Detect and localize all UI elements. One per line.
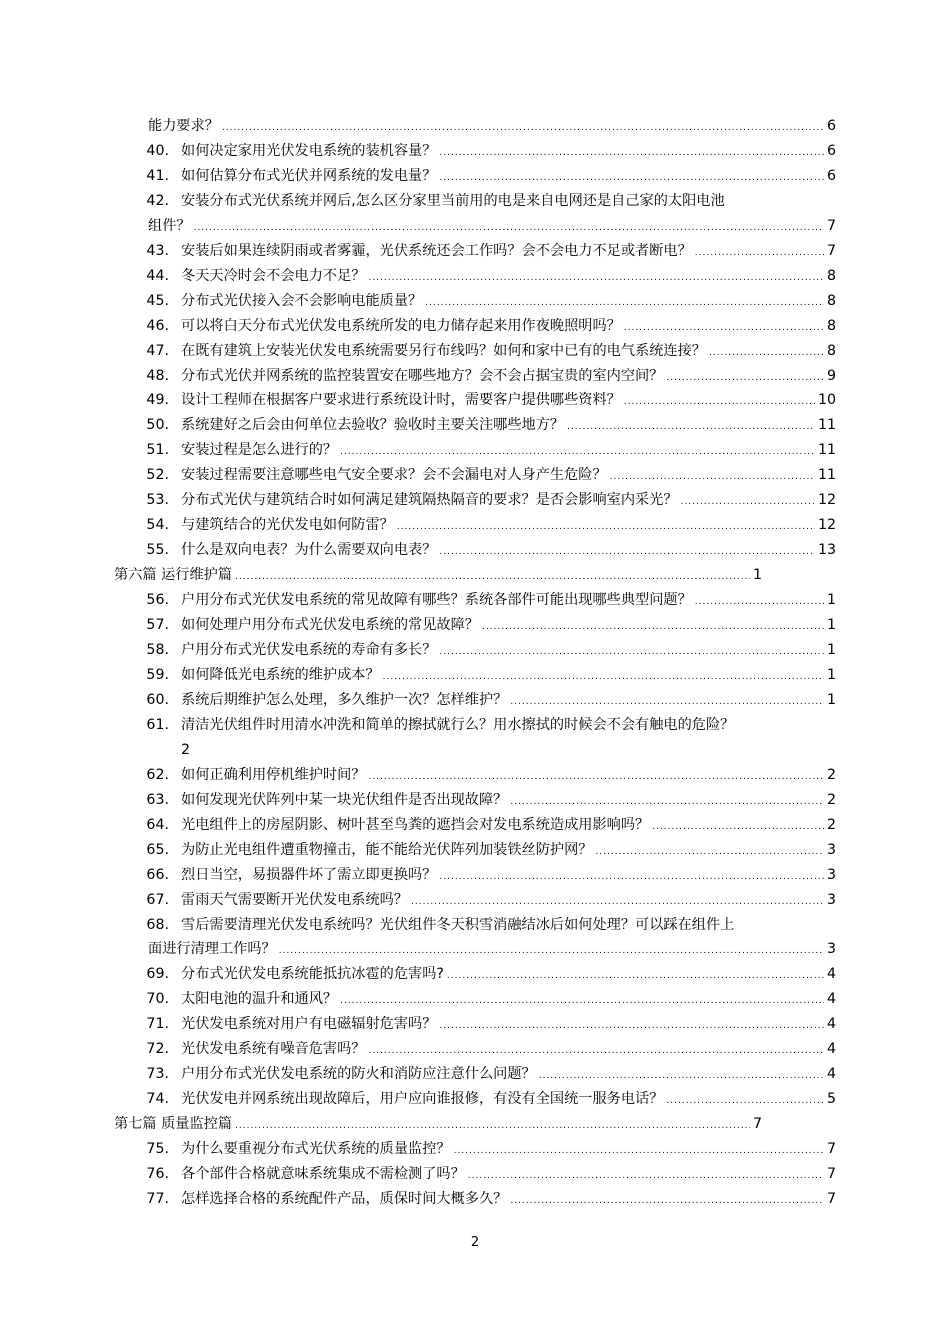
toc-entry-page: 11 — [817, 417, 836, 434]
toc-entry[interactable] — [0, 763, 950, 788]
toc-entry-number: 72. — [146, 1041, 169, 1058]
toc-dot-leader — [539, 1072, 824, 1081]
toc-dot-leader — [666, 1097, 824, 1106]
toc-dot-leader — [510, 698, 824, 707]
toc-dot-leader — [425, 299, 824, 308]
toc-entry-title: 如何处理户用分布式光伏发电系统的常见故障？ — [181, 617, 479, 634]
toc-entry[interactable] — [0, 513, 950, 538]
toc-dot-leader — [666, 374, 824, 383]
toc-entry-title: 怎样选择合格的系统配件产品，质保时间大概多久？ — [181, 1190, 508, 1207]
toc-entry-title: 系统建好之后会由何单位去验收？验收时主要关注哪些地方？ — [181, 417, 565, 434]
toc-entry-page: 1 — [826, 666, 836, 683]
toc-entry-page: 2 — [826, 816, 836, 833]
toc-entry-page: 7 — [826, 1166, 836, 1183]
toc-entry-page: 1 — [826, 592, 836, 609]
toc-entry-title: 第六篇 运行维护篇 — [114, 567, 233, 584]
toc-entry-page: 6 — [826, 118, 836, 134]
toc-entry-title: 户用分布式光伏发电系统的防火和消防应注意什么问题？ — [181, 1066, 536, 1083]
toc-dot-leader — [681, 498, 815, 507]
toc-entry[interactable] — [0, 463, 950, 488]
toc-part-heading[interactable] — [0, 1112, 950, 1137]
toc-entry-title: 分布式光伏与建筑结合时如何满足建筑隔热隔音的要求？是否会影响室内采光？ — [181, 492, 678, 509]
toc-entry[interactable] — [0, 1012, 950, 1037]
toc-dot-leader — [439, 873, 824, 882]
toc-entry-page: 10 — [817, 392, 836, 409]
toc-entry-number: 40. — [146, 142, 169, 159]
toc-entry-page: 6 — [826, 167, 836, 184]
toc-entry-page: 1 — [826, 617, 836, 634]
toc-entry-page: 7 — [826, 1141, 836, 1158]
toc-entry[interactable] — [0, 289, 950, 314]
toc-dot-leader — [624, 324, 824, 333]
toc-entry[interactable] — [0, 962, 950, 987]
toc-entry-number: 68. — [146, 916, 169, 933]
toc-dot-leader — [610, 473, 815, 482]
toc-entry-title: 设计工程师在根据客户要求进行系统设计时，需要客户提供哪些资料？ — [181, 392, 621, 409]
toc-dot-leader — [510, 1197, 824, 1206]
toc-dot-leader — [652, 823, 824, 832]
toc-entry[interactable] — [0, 788, 950, 813]
toc-entry-title: 太阳电池的温升和通风？ — [181, 991, 338, 1008]
toc-entry-page: 9 — [826, 367, 836, 384]
toc-entry[interactable] — [0, 364, 950, 389]
toc-entry-title: 分布式光伏接入会不会影响电能质量？ — [181, 292, 423, 309]
toc-entry-page: 4 — [826, 966, 836, 983]
toc-entry[interactable] — [0, 1187, 950, 1212]
toc-dot-leader — [397, 523, 815, 532]
toc-entry-page: 7 — [826, 217, 836, 234]
toc-dot-leader — [439, 648, 824, 657]
toc-dot-leader — [368, 773, 824, 782]
toc-entry-number: 42. — [146, 192, 169, 209]
toc-entry-title: 如何发现光伏阵列中某一块光伏组件是否出现故障？ — [181, 791, 508, 808]
toc-entry[interactable] — [0, 813, 950, 838]
toc-entry-page: 3 — [826, 866, 836, 883]
toc-entry[interactable] — [0, 538, 950, 563]
toc-entry-title: 如何决定家用光伏发电系统的装机容量？ — [181, 142, 437, 159]
toc-entry[interactable] — [0, 888, 950, 913]
toc-entry-page: 2 — [826, 791, 836, 808]
toc-dot-leader — [194, 224, 824, 233]
toc-entry[interactable] — [0, 613, 950, 638]
toc-dot-leader — [439, 149, 824, 158]
toc-entry[interactable] — [0, 1062, 950, 1087]
toc-entry[interactable] — [0, 713, 950, 738]
toc-entry-page: 2 — [826, 766, 836, 783]
toc-entry[interactable] — [0, 913, 950, 938]
toc-entry[interactable] — [0, 388, 950, 413]
toc-entry-title: 在既有建筑上安装光伏发电系统需要另行布线吗？如何和家中已有的电气系统连接？ — [181, 342, 706, 359]
toc-entry-page: 3 — [826, 841, 836, 858]
toc-entry-title: 光伏发电系统对用户有电磁辐射危害吗？ — [181, 1016, 437, 1033]
toc-entry[interactable] — [0, 638, 950, 663]
toc-dot-leader — [279, 947, 824, 956]
toc-entry-number: 43. — [146, 242, 169, 259]
toc-entry[interactable] — [0, 114, 950, 139]
toc-dot-leader — [447, 972, 824, 981]
toc-entry-page: 3 — [826, 941, 836, 958]
toc-entry[interactable] — [0, 264, 950, 289]
toc-entry-number: 52. — [146, 467, 169, 484]
toc-entry-number: 69. — [146, 966, 169, 983]
toc-dot-leader — [383, 673, 824, 682]
toc-entry-number: 55. — [146, 542, 169, 559]
toc-entry-page: 4 — [826, 991, 836, 1008]
toc-dot-leader — [235, 573, 750, 582]
toc-entry-title: 烈日当空，易损器件坏了需立即更换吗？ — [181, 866, 437, 883]
toc-entry-number: 66. — [146, 866, 169, 883]
toc-dot-leader — [595, 848, 824, 857]
toc-entry-title: 冬天天冷时会不会电力不足？ — [181, 267, 366, 284]
toc-dot-leader — [439, 548, 815, 557]
toc-entry-page: 13 — [817, 542, 836, 559]
toc-entry-number: 56. — [146, 592, 169, 609]
toc-entry-number: 61. — [146, 716, 169, 733]
toc-entry-page: 1 — [826, 642, 836, 659]
toc-entry[interactable] — [0, 1087, 950, 1112]
toc-entry[interactable] — [0, 863, 950, 888]
toc-entry[interactable] — [0, 239, 950, 264]
toc-entry[interactable] — [0, 738, 950, 763]
toc-entry-number: 44. — [146, 267, 169, 284]
toc-dot-leader — [695, 249, 824, 258]
toc-entry-page: 7 — [826, 242, 836, 259]
toc-dot-leader — [482, 623, 824, 632]
toc-entry-title: 各个部件合格就意味系统集成不需检测了吗？ — [181, 1166, 465, 1183]
toc-entry-title: 能力要求？ — [148, 118, 219, 134]
toc-dot-leader — [368, 1047, 824, 1056]
toc-entry-page: 1 — [826, 691, 836, 708]
toc-entry-page: 2 — [181, 741, 191, 758]
toc-entry-title: 为什么要重视分布式光伏系统的质量监控？ — [181, 1141, 451, 1158]
toc-dot-leader — [222, 124, 824, 133]
toc-entry[interactable] — [0, 987, 950, 1012]
toc-entry-title: 安装过程需要注意哪些电气安全要求？会不会漏电对人身产生危险？ — [181, 467, 607, 484]
toc-entry-title: 光伏发电并网系统出现故障后，用户应向谁报修，有没有全国统一服务电话？ — [181, 1091, 664, 1108]
toc-entry-page: 7 — [752, 1116, 762, 1133]
toc-entry-number: 67. — [146, 891, 169, 908]
toc-entry[interactable] — [0, 488, 950, 513]
toc-entry-title: 光伏发电系统有噪音危害吗？ — [181, 1041, 366, 1058]
toc-entry[interactable] — [0, 688, 950, 713]
toc-entry-title: 安装分布式光伏系统并网后,怎么区分家里当前用的电是来自电网还是自己家的太阳电池 — [181, 192, 725, 209]
toc-entry-page: 8 — [826, 292, 836, 309]
toc-entry-number: 76. — [146, 1166, 169, 1183]
toc-dot-leader — [340, 448, 815, 457]
toc-entry[interactable] — [0, 1037, 950, 1062]
table-of-contents — [0, 114, 950, 1212]
toc-entry-page: 12 — [817, 492, 836, 509]
toc-entry-number: 63. — [146, 791, 169, 808]
toc-entry[interactable] — [0, 937, 950, 962]
toc-entry-title: 如何估算分布式光伏并网系统的发电量？ — [181, 167, 437, 184]
toc-entry[interactable] — [0, 413, 950, 438]
toc-entry-page: 5 — [826, 1091, 836, 1108]
toc-entry-page: 4 — [826, 1066, 836, 1083]
toc-entry-number: 65. — [146, 841, 169, 858]
toc-entry-page: 1 — [752, 567, 762, 584]
toc-entry-number: 71. — [146, 1016, 169, 1033]
toc-entry-page: 4 — [826, 1041, 836, 1058]
toc-entry-title: 可以将白天分布式光伏发电系统所发的电力储存起来用作夜晚照明吗？ — [181, 317, 621, 334]
toc-entry[interactable] — [0, 214, 950, 239]
toc-dot-leader — [468, 1172, 824, 1181]
toc-entry-page: 3 — [826, 891, 836, 908]
toc-entry-title: 清洁光伏组件时用清水冲洗和简单的擦拭就行么？用水擦拭的时候会不会有触电的危险？ — [181, 716, 735, 733]
toc-entry-title: 光电组件上的房屋阴影、树叶甚至鸟粪的遮挡会对发电系统造成用影响吗？ — [181, 816, 650, 833]
toc-entry-number: 46. — [146, 317, 169, 334]
toc-dot-leader — [624, 398, 815, 407]
toc-entry[interactable] — [0, 588, 950, 613]
toc-entry-title: 安装后如果连续阴雨或者雾霾，光伏系统还会工作吗？会不会电力不足或者断电？ — [181, 242, 692, 259]
toc-entry-number: 77. — [146, 1190, 169, 1207]
toc-dot-leader — [567, 423, 815, 432]
toc-dot-leader — [368, 274, 824, 283]
toc-entry-page: 4 — [826, 1016, 836, 1033]
toc-entry-title: 雪后需要清理光伏发电系统吗？光伏组件冬天积雪消融结冰后如何处理？可以踩在组件上 — [181, 916, 735, 933]
toc-dot-leader — [695, 598, 824, 607]
toc-entry[interactable] — [0, 838, 950, 863]
toc-entry[interactable] — [0, 1137, 950, 1162]
toc-entry-number: 51. — [146, 442, 169, 459]
toc-entry-number: 47. — [146, 342, 169, 359]
toc-entry-page: 12 — [817, 517, 836, 534]
toc-dot-leader — [340, 997, 824, 1006]
toc-entry-title: 组件？ — [148, 217, 191, 234]
toc-entry-number: 50. — [146, 417, 169, 434]
toc-dot-leader — [510, 798, 824, 807]
toc-entry-title: 面进行清理工作吗？ — [148, 941, 276, 958]
toc-entry[interactable] — [0, 189, 950, 214]
toc-part-heading[interactable] — [0, 563, 950, 588]
page-number: 2 — [470, 1235, 480, 1250]
toc-entry[interactable] — [0, 314, 950, 339]
toc-entry-page: 8 — [826, 317, 836, 334]
toc-entry-title: 雷雨天气需要断开光伏发电系统吗？ — [181, 891, 409, 908]
toc-entry-number: 64. — [146, 816, 169, 833]
toc-entry-title: 安装过程是怎么进行的？ — [181, 442, 338, 459]
toc-dot-leader — [439, 174, 824, 183]
toc-entry-title: 如何正确利用停机维护时间？ — [181, 766, 366, 783]
toc-entry-title: 分布式光伏并网系统的监控装置安在哪些地方？会不会占据宝贵的室内空间？ — [181, 367, 664, 384]
toc-entry-title: 户用分布式光伏发电系统的常见故障有哪些？系统各部件可能出现哪些典型问题？ — [181, 592, 692, 609]
toc-entry-title: 第七篇 质量监控篇 — [114, 1116, 233, 1133]
toc-entry-page: 8 — [826, 342, 836, 359]
toc-entry-number: 58. — [146, 642, 169, 659]
toc-entry-number: 74. — [146, 1091, 169, 1108]
toc-entry-title: 系统后期维护怎么处理，多久维护一次？怎样维护？ — [181, 691, 508, 708]
toc-entry-number: 49. — [146, 392, 169, 409]
toc-entry-title: 为防止光电组件遭重物撞击，能不能给光伏阵列加装铁丝防护网？ — [181, 841, 593, 858]
toc-entry-title: 分布式光伏发电系统能抵抗冰雹的危害吗? — [181, 966, 444, 983]
toc-entry-title: 户用分布式光伏发电系统的寿命有多长？ — [181, 642, 437, 659]
toc-entry-page: 8 — [826, 267, 836, 284]
toc-entry-number: 54. — [146, 517, 169, 534]
toc-entry-page: 7 — [826, 1190, 836, 1207]
toc-entry-number: 75. — [146, 1141, 169, 1158]
toc-entry[interactable] — [0, 164, 950, 189]
toc-entry-page: 11 — [817, 442, 836, 459]
toc-entry[interactable] — [0, 339, 950, 364]
toc-entry-number: 53. — [146, 492, 169, 509]
toc-entry[interactable] — [0, 438, 950, 463]
toc-entry-number: 41. — [146, 167, 169, 184]
toc-dot-leader — [411, 898, 824, 907]
toc-entry[interactable] — [0, 139, 950, 164]
toc-entry-number: 48. — [146, 367, 169, 384]
toc-dot-leader — [454, 1147, 824, 1156]
toc-entry-number: 57. — [146, 617, 169, 634]
toc-dot-leader — [709, 349, 824, 358]
toc-entry-number: 45. — [146, 292, 169, 309]
toc-entry-page: 6 — [826, 142, 836, 159]
toc-entry-page: 11 — [817, 467, 836, 484]
toc-entry-number: 60. — [146, 691, 169, 708]
toc-entry-title: 如何降低光电系统的维护成本？ — [181, 666, 380, 683]
toc-entry-number: 59. — [146, 666, 169, 683]
toc-entry-title: 与建筑结合的光伏发电如何防雷？ — [181, 517, 394, 534]
toc-entry[interactable] — [0, 663, 950, 688]
toc-entry-number: 70. — [146, 991, 169, 1008]
toc-dot-leader — [235, 1122, 750, 1131]
toc-entry-number: 73. — [146, 1066, 169, 1083]
toc-dot-leader — [439, 1022, 824, 1031]
toc-entry[interactable] — [0, 1162, 950, 1187]
toc-entry-title: 什么是双向电表？为什么需要双向电表？ — [181, 542, 437, 559]
toc-entry-number: 62. — [146, 766, 169, 783]
